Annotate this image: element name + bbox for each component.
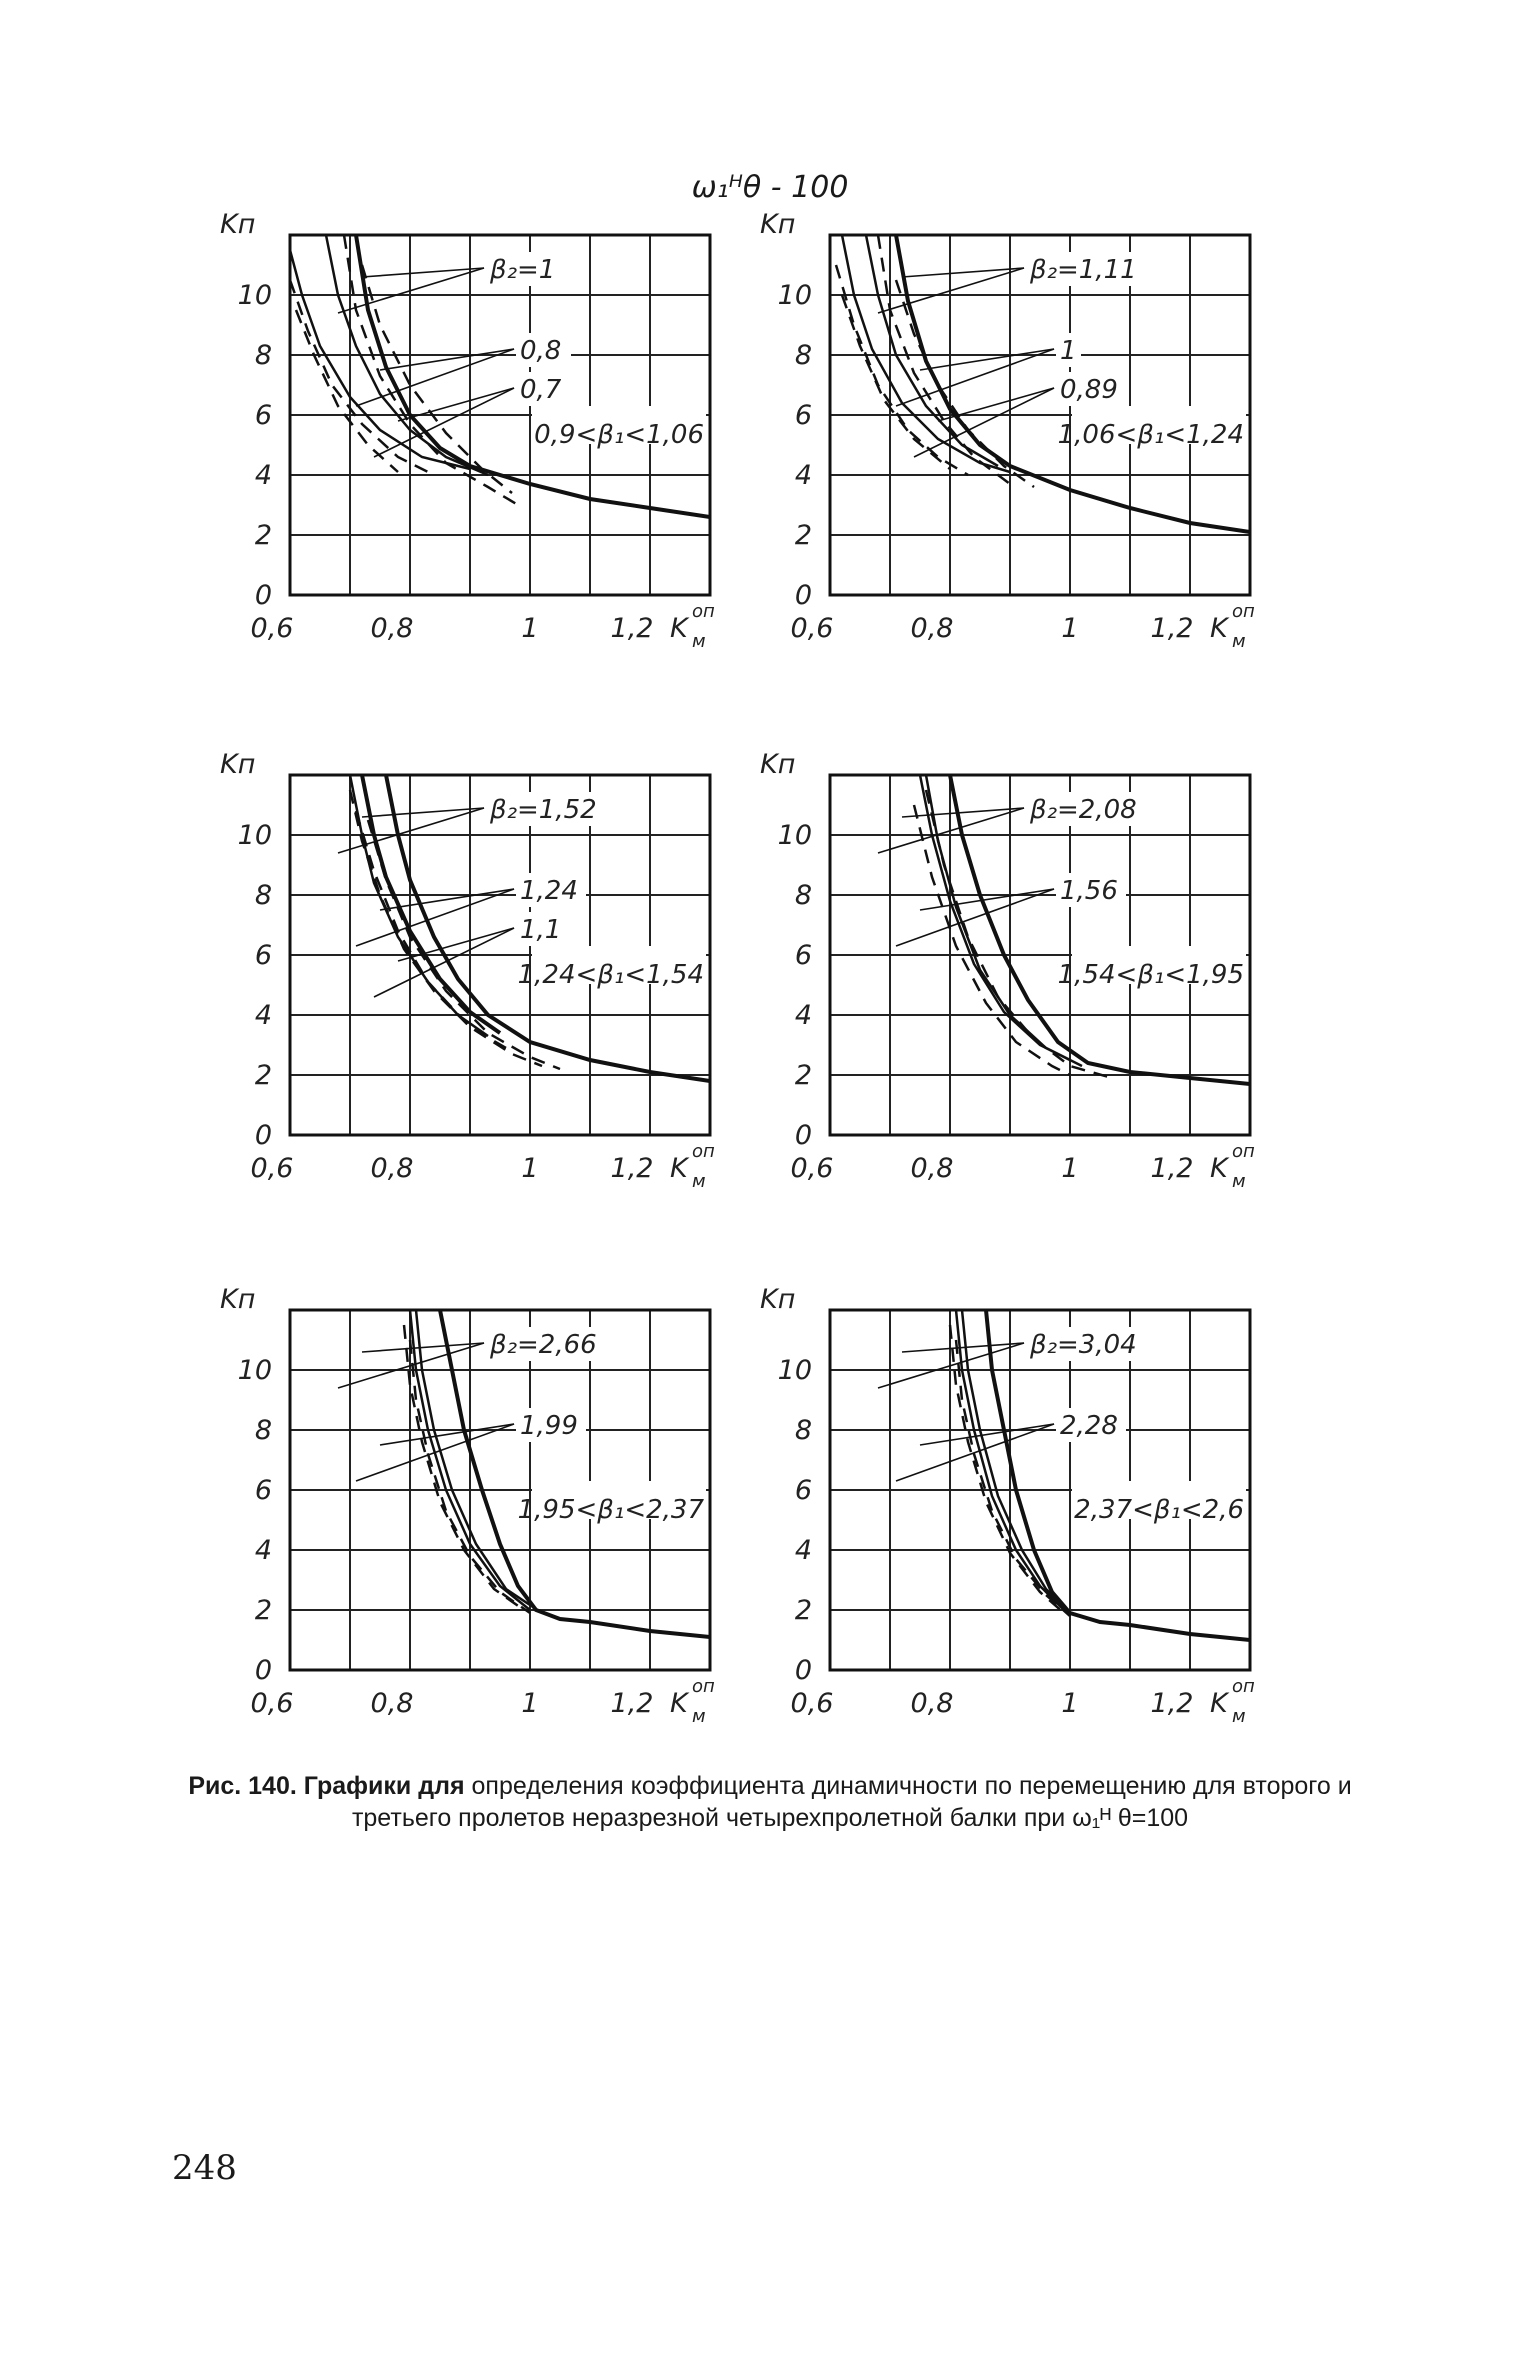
- x-axis-label-sup: оп: [692, 601, 715, 622]
- x-tick-label: 1,2: [610, 1688, 654, 1719]
- chart-svg: [730, 745, 1290, 1265]
- curve-annotation: β₂=3,04: [1030, 1330, 1137, 1360]
- y-tick-label: 2: [254, 520, 272, 551]
- curve-dashed: [842, 295, 950, 469]
- annotation-leader: [902, 268, 1024, 277]
- x-tick-label: 0,6: [790, 613, 834, 644]
- curve-annotation: 1: [1060, 336, 1077, 366]
- y-tick-label: 6: [794, 400, 812, 431]
- y-tick-label: 2: [794, 1060, 812, 1091]
- caption-lead: Рис. 140. Графики для: [188, 1772, 465, 1800]
- y-tick-label: 10: [237, 1355, 272, 1386]
- x-axis-label-sup: оп: [1232, 601, 1255, 622]
- y-tick-label: 8: [794, 1415, 812, 1446]
- x-tick-label: 1,2: [1150, 613, 1194, 644]
- curve-annotation: β₂=2,08: [1030, 795, 1137, 825]
- annotation-leader: [362, 808, 484, 817]
- x-tick-label: 1: [521, 613, 539, 644]
- x-tick-label: 0,8: [910, 1153, 954, 1184]
- curve-dashed: [290, 280, 434, 475]
- x-tick-label: 0,8: [370, 1153, 414, 1184]
- x-axis-label: K: [670, 613, 688, 644]
- x-axis-label-sub: м: [1232, 631, 1246, 652]
- chart-svg: [190, 1280, 750, 1800]
- x-tick-label: 1: [521, 1153, 539, 1184]
- x-axis-label: K: [1210, 613, 1228, 644]
- chart-svg: [730, 205, 1290, 725]
- y-axis-label: Kп: [220, 1284, 256, 1315]
- page-number: 248: [172, 2148, 237, 2188]
- x-axis-label-sup: оп: [692, 1141, 715, 1162]
- y-tick-label: 6: [254, 1475, 272, 1506]
- x-tick-label: 0,8: [370, 1688, 414, 1719]
- curve-dashed: [926, 790, 1112, 1078]
- y-tick-label: 0: [794, 580, 812, 611]
- annotation-leader: [896, 349, 1054, 406]
- y-tick-label: 0: [794, 1120, 812, 1151]
- curve-annotation: 1,56: [1060, 876, 1118, 906]
- curve-annotation: 0,7: [520, 375, 562, 405]
- y-tick-label: 4: [794, 460, 812, 491]
- x-tick-label: 1: [1061, 1153, 1079, 1184]
- y-tick-label: 2: [794, 1595, 812, 1626]
- curve-annotation: 0,8: [520, 336, 562, 366]
- x-tick-label: 1,2: [1150, 1153, 1194, 1184]
- chart-panel-2: [730, 205, 1290, 725]
- curve-dashed: [356, 811, 542, 1066]
- y-tick-label: 6: [794, 940, 812, 971]
- y-tick-label: 2: [254, 1595, 272, 1626]
- y-axis-label: Kп: [220, 209, 256, 240]
- curve-annotation: β₂=2,66: [490, 1330, 597, 1360]
- x-axis-label-sub: м: [692, 1171, 706, 1192]
- x-tick-label: 0,6: [250, 613, 294, 644]
- y-axis-label: Kп: [760, 749, 796, 780]
- y-tick-label: 10: [777, 280, 812, 311]
- x-axis-label-sub: м: [692, 631, 706, 652]
- curve-annotation: 1,99: [520, 1411, 578, 1441]
- y-tick-label: 2: [794, 520, 812, 551]
- annotation-leader: [380, 889, 514, 910]
- annotation-leader: [896, 889, 1054, 946]
- y-tick-label: 10: [237, 280, 272, 311]
- x-axis-label-sub: м: [1232, 1171, 1246, 1192]
- x-tick-label: 1,2: [1150, 1688, 1194, 1719]
- x-tick-label: 0,8: [910, 1688, 954, 1719]
- y-tick-label: 8: [254, 880, 272, 911]
- chart-svg: [190, 745, 750, 1265]
- caption-text: определения коэффициента динамичности по перемещению для второго и третьего пролетов неразрезной четырехпролетной балки при ω₁ᴴ θ=100: [351, 1772, 1352, 1832]
- annotation-leader: [380, 1424, 514, 1445]
- chart-svg: [190, 205, 750, 725]
- x-tick-label: 0,8: [370, 613, 414, 644]
- x-tick-label: 0,6: [790, 1688, 834, 1719]
- x-tick-label: 0,6: [250, 1153, 294, 1184]
- x-axis-label-sup: оп: [1232, 1141, 1255, 1162]
- range-label: 1,54<β₁<1,95: [1057, 960, 1244, 990]
- x-tick-label: 1,2: [610, 613, 654, 644]
- chart-panel-3: [190, 745, 750, 1265]
- curve-annotation: 1,1: [520, 915, 562, 945]
- annotation-leader: [380, 349, 514, 370]
- chart-panel-6: [730, 1280, 1290, 1800]
- y-tick-label: 0: [254, 580, 272, 611]
- annotation-leader: [902, 808, 1024, 817]
- y-axis-label: Kп: [760, 1284, 796, 1315]
- chart-svg: [730, 1280, 1290, 1800]
- y-tick-label: 6: [254, 940, 272, 971]
- x-axis-label: K: [670, 1153, 688, 1184]
- y-tick-label: 6: [254, 400, 272, 431]
- annotation-leader: [920, 1424, 1054, 1445]
- figure-top-title: ω₁ᴴθ - 100: [691, 170, 849, 205]
- y-tick-label: 4: [794, 1535, 812, 1566]
- figure-caption: [170, 1770, 1370, 1834]
- annotation-leader: [920, 349, 1054, 370]
- x-axis-label-sup: оп: [692, 1676, 715, 1697]
- range-label: 0,9<β₁<1,06: [534, 420, 704, 450]
- x-axis-label: K: [670, 1688, 688, 1719]
- x-tick-label: 1: [521, 1688, 539, 1719]
- curve-annotation: β₂=1,11: [1030, 255, 1137, 285]
- x-tick-label: 1: [1061, 613, 1079, 644]
- x-axis-label: K: [1210, 1688, 1228, 1719]
- y-tick-label: 8: [254, 1415, 272, 1446]
- y-axis-label: Kп: [760, 209, 796, 240]
- x-axis-label-sup: оп: [1232, 1676, 1255, 1697]
- range-label: 1,24<β₁<1,54: [517, 960, 704, 990]
- annotation-leader: [362, 1343, 484, 1352]
- y-tick-label: 8: [794, 340, 812, 371]
- y-tick-label: 0: [254, 1120, 272, 1151]
- curve-annotation: 1,24: [520, 876, 578, 906]
- x-tick-label: 0,6: [250, 1688, 294, 1719]
- x-axis-label-sub: м: [1232, 1706, 1246, 1727]
- y-tick-label: 8: [254, 340, 272, 371]
- chart-panel-4: [730, 745, 1290, 1265]
- y-tick-label: 0: [254, 1655, 272, 1686]
- curve-annotation: β₂=1: [490, 255, 556, 285]
- x-axis-label: K: [1210, 1153, 1228, 1184]
- x-tick-label: 0,8: [910, 613, 954, 644]
- annotation-leader: [362, 268, 484, 277]
- y-tick-label: 2: [254, 1060, 272, 1091]
- y-tick-label: 4: [794, 1000, 812, 1031]
- x-tick-label: 1: [1061, 1688, 1079, 1719]
- chart-panel-1: [190, 205, 750, 725]
- y-tick-label: 4: [254, 460, 272, 491]
- x-tick-label: 1,2: [610, 1153, 654, 1184]
- y-axis-label: Kп: [220, 749, 256, 780]
- annotation-leader: [902, 1343, 1024, 1352]
- y-tick-label: 10: [777, 1355, 812, 1386]
- curve-annotation: 0,89: [1060, 375, 1118, 405]
- range-label: 1,95<β₁<2,37: [517, 1495, 704, 1525]
- x-tick-label: 0,6: [790, 1153, 834, 1184]
- y-tick-label: 0: [794, 1655, 812, 1686]
- y-tick-label: 8: [794, 880, 812, 911]
- y-tick-label: 6: [794, 1475, 812, 1506]
- curve-annotation: 2,28: [1060, 1411, 1118, 1441]
- y-tick-label: 4: [254, 1535, 272, 1566]
- chart-panel-5: [190, 1280, 750, 1800]
- y-tick-label: 10: [237, 820, 272, 851]
- y-tick-label: 10: [777, 820, 812, 851]
- range-label: 1,06<β₁<1,24: [1057, 420, 1244, 450]
- curve-annotation: β₂=1,52: [490, 795, 597, 825]
- curve-dashed: [914, 805, 1070, 1075]
- range-label: 2,37<β₁<2,6: [1074, 1495, 1244, 1525]
- x-axis-label-sub: м: [692, 1706, 706, 1727]
- y-tick-label: 4: [254, 1000, 272, 1031]
